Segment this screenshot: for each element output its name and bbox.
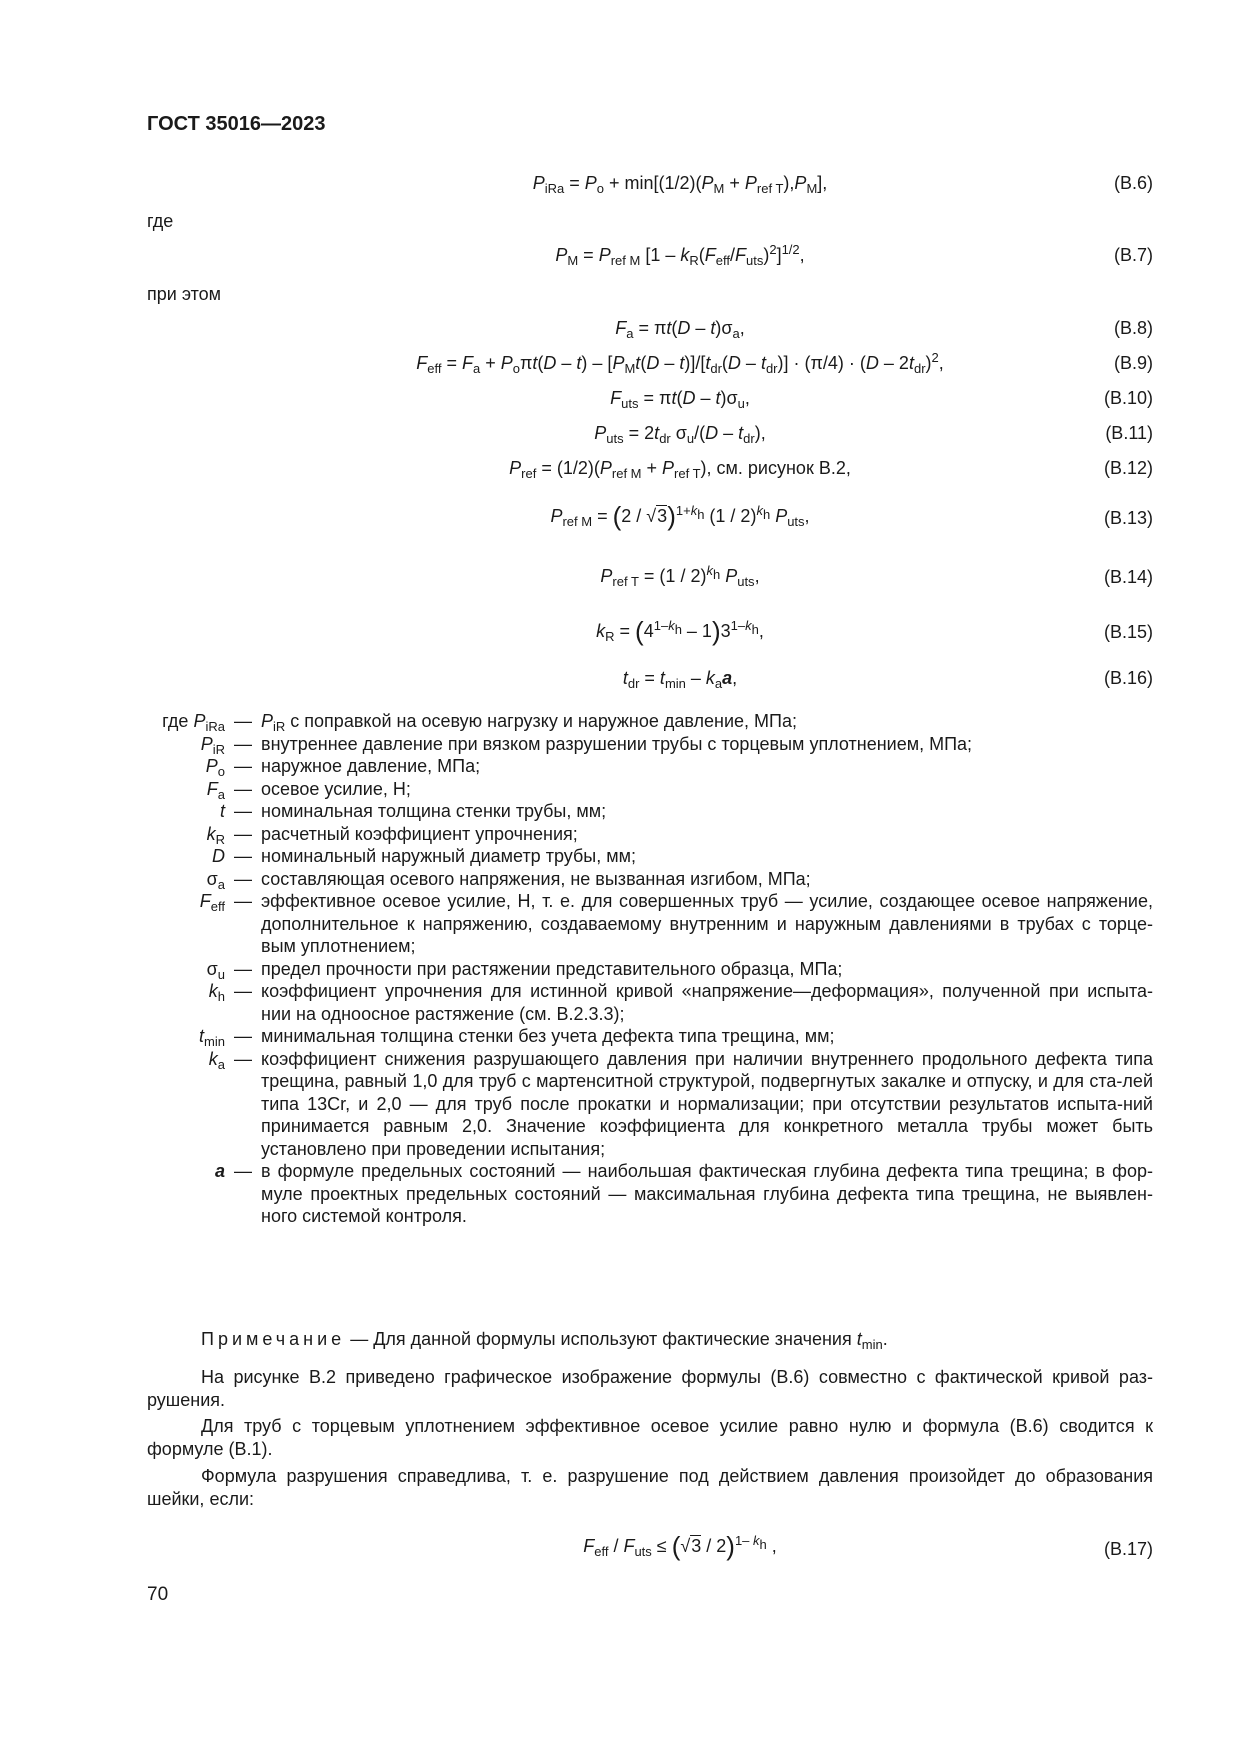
eq-number-b16: (В.16) bbox=[1103, 668, 1153, 688]
paragraph: Формула разрушения справедлива, т. е. разрушение под действием давления произойдет до образования шейки, если: bbox=[147, 1466, 1153, 1509]
definition-item: $k_h$ — коэффициент упрочнения для истинной кривой «напряжение—деформация», полученной при испыта-нии на одноосное растяжение (см. В.2.3.3); bbox=[208, 981, 1153, 1024]
formula-b7: $P_M = P_{ref M}$ $[1 - k_R(F_{eff}/F_{uts})^2]^{1/2}$, bbox=[555, 242, 805, 268]
formula-b9: $F_{eff} = F_a + P_o\pi t(D - t) - [P_Mt(D - t)]/[t_{dr}(D - t_{dr})] \cdot (\pi/4) \cdot (D - 2t_{dr})^2$, bbox=[416, 350, 944, 376]
definition-item: $k_a$ — коэффициент снижения разрушающего давления при наличии внутреннего продольного дефекта типа трещина, равный 1,0 для труб с мартенситной структурой, подвергнутых закалке и отпуску, и для ста-лей типа 13Cr, и 2,0 — для труб после прокатки и нормализации; при отсутствии результатов испыта-ний принимается равным 2,0. Значение коэффициента для конкретного металла трубы может быть установлено при проведении испытания; bbox=[208, 1048, 1153, 1159]
definition-item: где $P_{iRa}$ — $P_{iR}$ с поправкой на осевую нагрузку и наружное давление, МПа; bbox=[145, 710, 1153, 733]
eq-number-b15: (В.15) bbox=[1103, 622, 1153, 642]
formula-b12: $P_{ref} = (1/2)(P_{ref M} + P_{ref T})$, см. рисунок В.2, bbox=[509, 458, 851, 481]
definition-item: $P_{iR}$ — внутреннее давление при вязком разрушении трубы с торцевым уплотнением, МПа; bbox=[200, 733, 973, 757]
definition-item: D — номинальный наружный диаметр трубы, мм; bbox=[212, 846, 636, 866]
note: Примечание — Для данной формулы используют фактические значения $t_{min}$. bbox=[201, 1329, 888, 1352]
definition-item: $\sigma_a$ — составляющая осевого напряжения, не вызванная изгибом, МПа; bbox=[206, 868, 811, 892]
definition-item: $F_{eff}$ — эффективное осевое усилие, Н, т. е. для совершенных труб — усилие, создающее осевое напряжение, дополнительное к напряжению, создаваемому внутренним и наружным давлениями в трубах с торце-вым уплотнением; bbox=[199, 891, 1153, 956]
formula-b8: $F_a = \pi t(D - t)\sigma_a$, bbox=[615, 318, 745, 341]
eq-number-b13: (В.13) bbox=[1103, 508, 1153, 528]
formula-b17: $F_{eff} / F_{uts} \le (√3 / 2)^{1- k_h}$ , bbox=[583, 1531, 777, 1561]
definition-text: $P_{iR}$ с поправкой на осевую нагрузку и наружное давление, МПа; bbox=[261, 711, 797, 734]
eq-number-b17: (В.17) bbox=[1103, 1539, 1153, 1559]
eq-number-b10: (В.10) bbox=[1103, 388, 1153, 408]
note-text: — Для данной формулы используют фактические значения bbox=[345, 1329, 857, 1349]
definitions-list bbox=[147, 710, 1153, 1228]
definition-item: a — в формуле предельных состояний — наибольшая фактическая глубина дефекта типа трещина; в фор-муле проектных предельных состояний — максимальная глубина дефекта типа трещина, не выявлен-ного системой контроля. bbox=[214, 1161, 1153, 1226]
definition-item: $t_{min}$ — минимальная толщина стенки без учета дефекта типа трещина, мм; bbox=[199, 1026, 835, 1049]
eq-number-b8: (В.8) bbox=[1113, 318, 1153, 338]
formula-b14: $P_{ref T} = (1 / 2)^{k_h}$ $P_{uts}$, bbox=[600, 563, 760, 589]
formula-b15: $k_R = (4^{1-k_h} - 1)3^{1-k_h}$, bbox=[596, 616, 764, 646]
definition-symbol: где $P_{iRa}$ bbox=[162, 711, 225, 734]
here-label: при этом bbox=[147, 284, 222, 304]
eq-number-b7: (В.7) bbox=[1113, 245, 1153, 265]
definition-item: $\sigma_u$ — предел прочности при растяжении представительного образца, МПа; bbox=[206, 958, 843, 982]
paragraph: Для труб с торцевым уплотнением эффективное осевое усилие равно нулю и формула (В.6) сводится к формуле (В.1). bbox=[147, 1416, 1153, 1459]
eq-number-b9: (В.9) bbox=[1113, 353, 1153, 373]
eq-number-b14: (В.14) bbox=[1103, 567, 1153, 587]
formula-b11: $P_{uts} = 2t_{dr}$ $\sigma_u/(D - t_{dr})$, bbox=[594, 423, 766, 446]
eq-number-b6: (В.6) bbox=[1113, 173, 1153, 193]
where-label: где bbox=[147, 211, 174, 231]
definition-item: $P_o$ — наружное давление, МПа; bbox=[205, 756, 481, 779]
definition-item: $k_R$ — расчетный коэффициент упрочнения; bbox=[206, 823, 578, 847]
definition-item: $F_a$ — осевое усилие, Н; bbox=[206, 778, 411, 802]
eq-number-b11: (В.11) bbox=[1105, 423, 1153, 443]
formula-b16: $t_{dr} = t_{min} - k_aa$, bbox=[622, 668, 738, 691]
page-header: ГОСТ 35016—2023 bbox=[147, 113, 326, 135]
formula-b6: $P_{iRa} = P_o + \min[(1/2)(P_M + P_{ref T}),P_M]$, bbox=[532, 173, 828, 196]
see-figure-text: , см. рисунок В.2, bbox=[706, 458, 851, 478]
formula-b13: $P_{ref M} = (2 / √3)^{1+k_h}$ (1 / 2)$^{k_h}$ $P_{uts}$, bbox=[550, 501, 810, 531]
formula-b10: $F_{uts} = \pi t(D - t)\sigma_u$, bbox=[610, 388, 750, 411]
definition-item: t — номинальная толщина стенки трубы, мм; bbox=[219, 801, 607, 821]
paragraph: На рисунке В.2 приведено графическое изображение формулы (В.6) совместно с фактической кривой раз-рушения. bbox=[147, 1367, 1153, 1410]
note-label: Примечание bbox=[201, 1329, 346, 1349]
page-number: 70 bbox=[147, 1584, 169, 1605]
eq-number-b12: (В.12) bbox=[1103, 458, 1153, 478]
